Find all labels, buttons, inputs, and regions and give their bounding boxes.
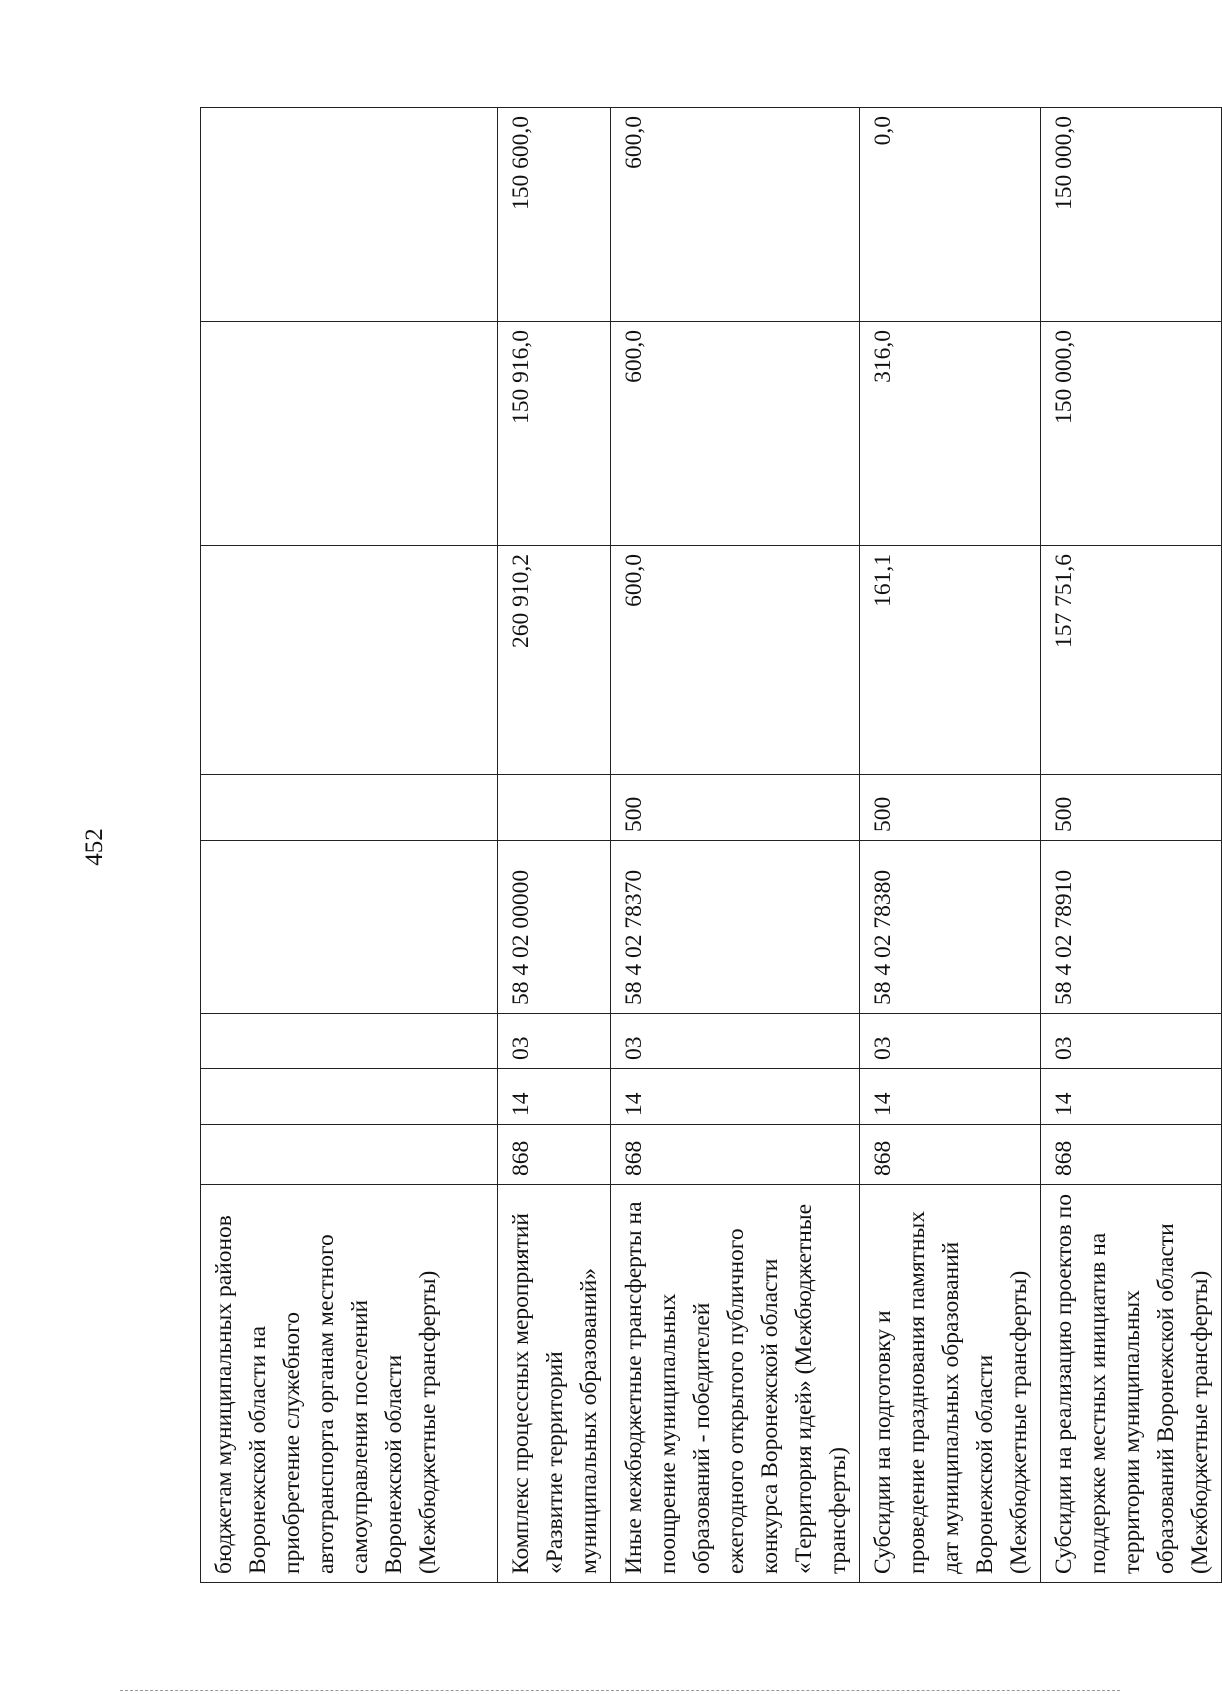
subsection-code: 03	[498, 1014, 611, 1069]
table-row	[201, 108, 498, 1583]
target-article	[201, 841, 498, 1014]
sum-year-1: 157 751,6	[1041, 546, 1222, 775]
subsection-code: 03	[1041, 1014, 1222, 1069]
subsection-code: 03	[860, 1014, 1041, 1069]
section-code: 14	[860, 1069, 1041, 1125]
expense-type	[201, 775, 498, 841]
sum-year-2: 150 916,0	[498, 322, 611, 546]
sum-year-3: 600,0	[611, 108, 860, 322]
target-article: 58 4 02 00000	[498, 841, 611, 1014]
sum-year-1: 600,0	[611, 546, 860, 775]
row-name: Иные межбюджетные трансферты на поощрение муниципальных образований - победителей ежегодного открытого публичного конкурса Воронежской области «Территория идей» (Межбюджетные трансферты)	[611, 1185, 860, 1583]
sum-year-1: 161,1	[860, 546, 1041, 775]
table-row	[1041, 108, 1222, 1583]
section-code: 14	[498, 1069, 611, 1125]
target-article: 58 4 02 78370	[611, 841, 860, 1014]
sum-year-3: 150 600,0	[498, 108, 611, 322]
sum-year-1	[201, 546, 498, 775]
expense-type: 500	[860, 775, 1041, 841]
row-name: Субсидии на реализацию проектов по поддержке местных инициатив на территории муниципальных образований Воронежской области (Межбюджетные трансферты)	[1041, 1185, 1222, 1583]
section-code	[201, 1069, 498, 1125]
sum-year-2: 150 000,0	[1041, 322, 1222, 546]
page-number: 452	[81, 828, 108, 866]
ministry-code: 868	[1041, 1125, 1222, 1185]
table-row	[498, 108, 611, 1583]
section-code: 14	[611, 1069, 860, 1125]
sum-year-3	[201, 108, 498, 322]
expense-type: 500	[1041, 775, 1222, 841]
sum-year-2: 600,0	[611, 322, 860, 546]
sum-year-3: 0,0	[860, 108, 1041, 322]
target-article: 58 4 02 78910	[1041, 841, 1222, 1014]
expense-type: 500	[611, 775, 860, 841]
expense-type	[498, 775, 611, 841]
scan-edge-divider	[120, 1690, 1120, 1693]
subsection-code: 03	[611, 1014, 860, 1069]
subsection-code	[201, 1014, 498, 1069]
sum-year-3: 150 000,0	[1041, 108, 1222, 322]
table-row	[860, 108, 1041, 1583]
sum-year-1: 260 910,2	[498, 546, 611, 775]
row-name: бюджетам муниципальных районов Воронежской области на приобретение служебного автотранспорта органам местного самоуправления поселений Воронежской области (Межбюджетные трансферты)	[201, 1185, 498, 1583]
rotated-table-container	[200, 108, 1213, 1583]
table-row	[611, 108, 860, 1583]
sum-year-2: 316,0	[860, 322, 1041, 546]
ministry-code: 868	[611, 1125, 860, 1185]
sum-year-2	[201, 322, 498, 546]
section-code: 14	[1041, 1069, 1222, 1125]
target-article: 58 4 02 78380	[860, 841, 1041, 1014]
ministry-code: 868	[860, 1125, 1041, 1185]
row-name: Комплекс процессных мероприятий «Развитие территорий муниципальных образований»	[498, 1185, 611, 1583]
budget-table-frame	[200, 108, 1213, 1583]
budget-table	[200, 107, 1222, 1583]
ministry-code: 868	[498, 1125, 611, 1185]
row-name: Субсидии на подготовку и проведение празднования памятных дат муниципальных образований Воронежской области (Межбюджетные трансферты)	[860, 1185, 1041, 1583]
ministry-code	[201, 1125, 498, 1185]
